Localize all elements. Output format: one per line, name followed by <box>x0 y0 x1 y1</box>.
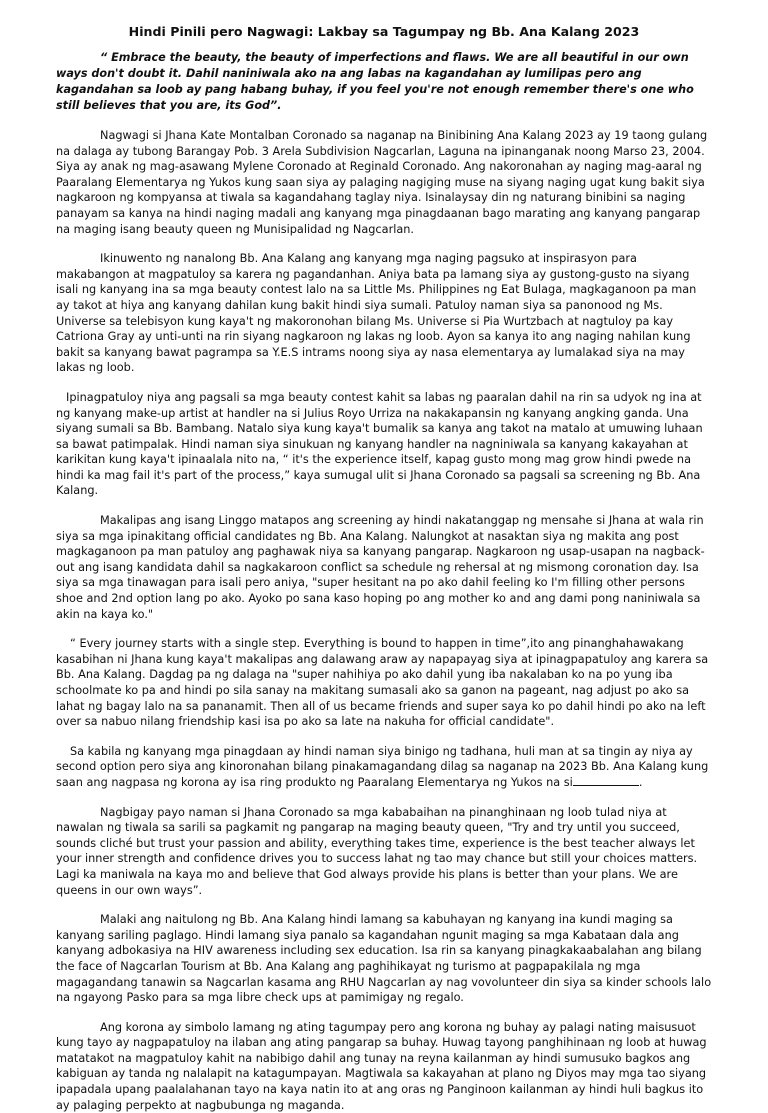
epigraph-quote: “ Embrace the beauty, the beauty of imperfections and flaws. We are all beautiful in our own ways don't doubt it. Dahil naniniwala ako na ang labas na kagandahan ay lumilipas pero ang kagandahan sa loob ay pang habang buhay, if you feel you're not enough remember there's one who still believes that you are, its God”. <box>56 51 694 112</box>
paragraph-3: Ipinagpatuloy niya ang pagsali sa mga beauty contest kahit sa labas ng paaralan dahil na rin sa udyok ng ina at ng kanyang make-up artist at handler na si Julius Royo Urriza na nakakapansin ng kanyang angking ganda. Una siyang sumali sa Bb. Bambang. Natalo siya kung kaya't bumalik sa kanya ang takot na matalo at umuwing luhaan sa bawat patimpalak. Hindi naman siya sinukuan ng kanyang handler na nagniniwala sa kanyang kakayahan at karikitan kung kaya't ipinaalala nito na, “ it's the experience itself, kapag gusto mong mag grow hindi pwede na hindi ka mag fail it's part of the process,” kaya sumugal ulit si Jhana Coronado sa pagsali sa screening ng Bb. Ana Kalang. <box>56 390 703 498</box>
paragraph-5: “ Every journey starts with a single step. Everything is bound to happen in time”,ito ang pinanghahawakang kasabihan ni Jhana kung kaya't makalipas ang dalawang araw ay napapayag siya at ipinagpapatuloy ang karera sa Bb. Ana Kalang. Dagdag pa ng dalaga na "super nahihiya po ako dahil yung iba nakalaban ko na po yung iba schoolmate ko pa and hindi po sila sanay na makitang sumasali ako sa ganon na pageant, nag adjust po ako sa lahat ng bagay lalo na sa pananamit. Then all of us became friends and super saya ko po dahil hindi po ako na left over sa nabuo nilang friendship kasi isa po ako sa late na nakuha for official candidate". <box>56 637 709 729</box>
paragraph-9: Ang korona ay simbolo lamang ng ating tagumpay pero ang korona ng buhay ay palagi nating maisusuot kung tayo ay nagpapatuloy na ilaban ang ating pangarap sa buhay. Huwag tayong panghihinaan ng loob at huwag matatakot na magpatuloy kahit na nabibigo dahil ang tunay na reyna kailanman ay hindi sumusuko bagkos ang kabiguan ay tanda ng nalalapit na katagumpayan. Magtiwala sa kakayahan at plano ng Diyos may mga tao siyang ipapadala upang paalalahanan tayo na kaya natin ito at ang oras ng Panginoon kailanman ay hindi huli bagkus ito ay palaging perpekto at nagbubunga ng maganda. <box>56 1020 707 1112</box>
paragraph-2: Ikinuwento ng nanalong Bb. Ana Kalang ang kanyang mga naging pagsuko at inspirasyon para makabangon at magpatuloy sa karera ng pagandanhan. Aniya bata pa lamang siya ay gustong-gusto na siyang isali ng kanyang ina sa mga beauty contest lalo na sa Little Ms. Philippines ng Eat Bulaga, magkaganoon pa man ay takot at hiya ang kanyang dahilan kung bakit hindi siya sumali. Patuloy naman siya sa panonood ng Ms. Universe sa telebisyon kung kaya't ng makoronohan bilang Ms. Universe si Pia Wurtzbach at nagtuloy pa kay Catriona Gray ay unti-unti na rin siyang nagkaroon ng lakas ng loob. Ayon sa kanya ito ang naging nahilan kung bakit sa kanyang bawat pagrampa sa Y.E.S intrams noong siya ay nasa elementarya ay lumalakad siya na may lakas ng loob. <box>56 252 697 375</box>
fill-in-blank <box>573 775 639 786</box>
paragraph-8: Malaki ang naitulong ng Bb. Ana Kalang hindi lamang sa kabuhayan ng kanyang ina kundi maging sa kanyang sariling paglago. Hindi lamang siya panalo sa kagandahan ngunit maging sa mga Kabataan dala ang kanyang adbokasiya na HIV awareness including sex education. Isa rin sa kanyang pinagkakaabalahan ang bilang the face of Nagcarlan Tourism at Bb. Ana Kalang ang paghihikayat ng turismo at pagpapakilala ng mga magagandang tanawin sa Nagcarlan kasama ang RHU Nagcarlan ay nag vovolunteer din siya sa kinder schools lalo na ngayong Pasko para sa mga libre check ups at pamimigay ng regalo. <box>56 913 712 1005</box>
page-title: Hindi Pinili pero Nagwagi: Lakbay sa Tagumpay ng Bb. Ana Kalang 2023 <box>128 24 640 39</box>
paragraph-4: Makalipas ang isang Linggo matapos ang screening ay hindi nakatanggap ng mensahe si Jhana at wala rin siya sa mga ipinakitang official candidates ng Bb. Ana Kalang. Nalungkot at nasaktan siya ng makita ang post magkaganoon pa man patuloy ang paghawak niya sa kanyang pangarap. Nagkaroon ng usap-usapan na nagback-out ang isang kandidata dahil sa nagkakaroon conflict sa schedule ng rehersal at ng mismong coronation day. Isa siya sa mga tinawagan para isali pero aniya, "super hesitant na po ako dahil feeling ko I'm filling other persons shoe and 2nd option lang po ako. Ayoko po sana kaso hoping po ang mother ko and ang dami pong naniniwala sa akin na kaya ko." <box>56 514 705 621</box>
paragraph-7: Nagbigay payo naman si Jhana Coronado sa mga kababaihan na pinanghinaan ng loob tulad niya at nawalan ng tiwala sa sarili sa pagkamit ng pangarap na maging beauty queen, "Try and try until you succeed, sounds cliché but trust your passion and ability, everything takes time, experience is the best teacher always let your inner strength and confidence drives you to success lahat ng tao may chance but still your choices matters. Lagi ka maniwala na kaya mo and believe that God always provide his plans is better than your plans. We are queens in our own ways”. <box>56 805 698 897</box>
paragraph-6: Sa kabila ng kanyang mga pinagdaan ay hindi naman siya binigo ng tadhana, huli man at sa tingin ay niya ay second option pero siya ang kinoronahan bilang pinakamagandang dilag sa naganap na 2023 Bb. Ana Kalang kung saan ang nagpasa ng korona ay isa ring produkto ng Paaralang Elementarya ng Yukos na si . <box>56 744 709 789</box>
paragraph-6-text: Sa kabila ng kanyang mga pinagdaan ay hindi naman siya binigo ng tadhana, huli man at sa tingin ay niya ay second option pero siya ang kinoronahan bilang pinakamagandang dilag sa naganap na 2023 Bb. Ana Kalang kung saan ang nagpasa ng korona ay isa ring produkto ng Paaralang Elementarya ng Yukos na si <box>56 744 709 789</box>
paragraph-1: Nagwagi si Jhana Kate Montalban Coronado sa naganap na Binibining Ana Kalang 2023 ay 19 taong gulang na dalaga ay tubong Barangay Pob. 3 Arela Subdivision Nagcarlan, Laguna na ipinanganak noong Marso 23, 2004. Siya ay anak ng mag-asawang Mylene Coronado at Reginald Coronado. Ang nakoronahan ay naging mag-aaral ng Paaralang Elementarya ng Yukos kung saan siya ay palaging nagiging muse na siyang naging ugat kung bakit siya nagkaroon ng kompyansa at tiwala sa kagandahang taglay niya. Isinalaysay din ng naturang binibini sa naging panayam sa kanya na hindi naging madali ang kanyang mga pinagdaanan bago marating ang kanyang pangarap na maging isang beauty queen ng Munisipalidad ng Nagcarlan. <box>56 129 708 236</box>
